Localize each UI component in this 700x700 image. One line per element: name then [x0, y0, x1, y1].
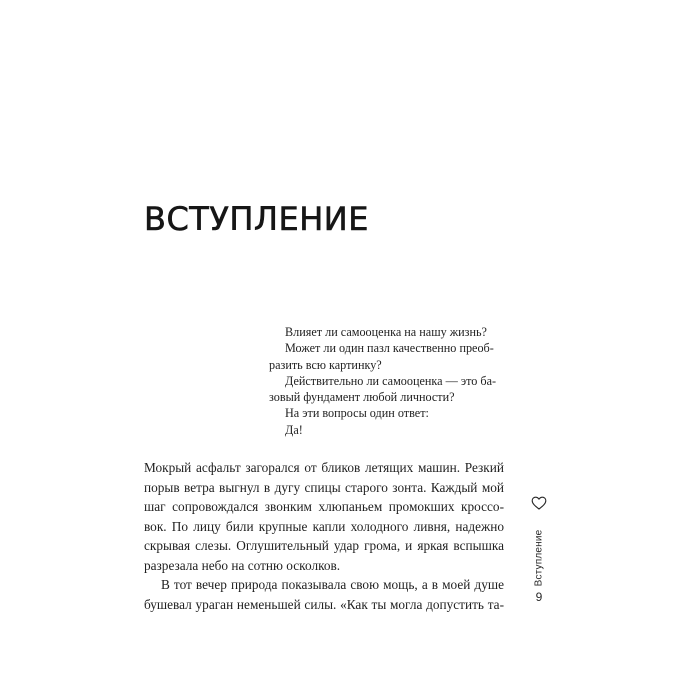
- heart-icon: [531, 496, 547, 510]
- epigraph-line: Влияет ли самооценка на нашу жизнь?: [285, 325, 487, 339]
- body-line: порыв ветра выгнул в дугу спицы старого зонта. Каждый мой: [144, 479, 504, 495]
- epigraph: [269, 324, 515, 438]
- epigraph-line: Может ли один пазл качественно преоб-: [285, 341, 494, 356]
- page-margin-rail: [526, 496, 552, 606]
- body-line: бушевал ураган неменьшей силы. «Как ты могла допустить та-: [144, 596, 504, 612]
- running-head: Вступление: [533, 529, 545, 587]
- epigraph-line: Да!: [285, 422, 303, 437]
- page-number: 9: [535, 590, 543, 604]
- epigraph-line: зовый фундамент любой личности?: [269, 390, 455, 405]
- body-line: В тот вечер природа показывала свою мощь, а в моей душе: [161, 577, 504, 592]
- epigraph-line: На эти вопросы один ответ:: [285, 406, 429, 421]
- body-line: скрывая слезы. Оглушительный удар грома, и яркая вспышка: [144, 538, 504, 553]
- body-line: разрезала небо на сотню осколков.: [144, 557, 341, 573]
- body-line: вок. По лицу били крупные капли холодного ливня, надежно: [144, 518, 504, 534]
- chapter-title: ВСТУПЛЕНИЕ: [144, 200, 369, 238]
- epigraph-line: разить всю картинку?: [269, 357, 382, 372]
- body-line: шаг сопровождался звонким хлюпаньем промокших кроссо-: [144, 499, 504, 514]
- body-line: Мокрый асфальт загорался от бликов летящих машин. Резкий: [144, 460, 504, 475]
- epigraph-line: Действительно ли самооценка — это ба-: [285, 373, 497, 388]
- body-text: [144, 458, 504, 614]
